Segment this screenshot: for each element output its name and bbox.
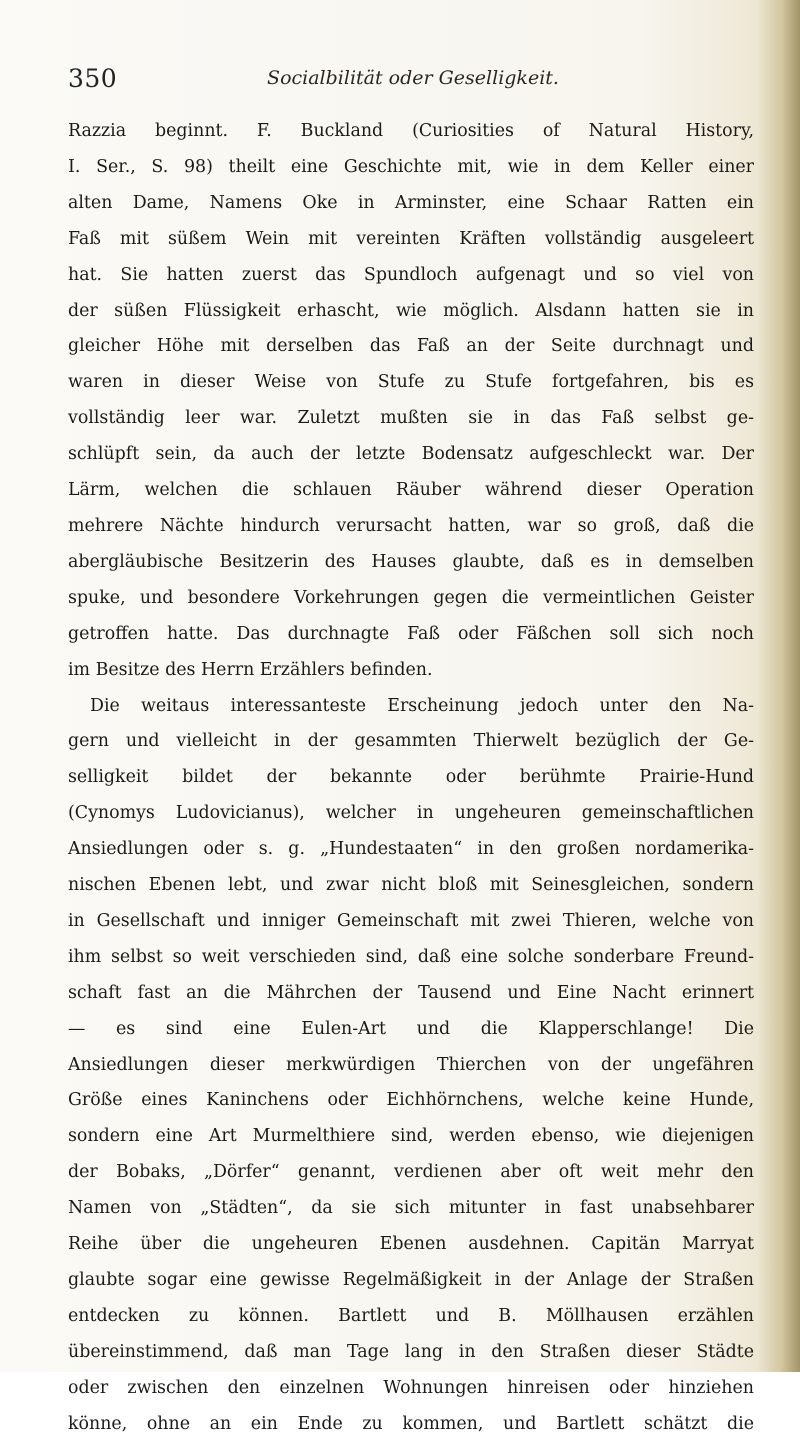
- text-line: Faß mit süßem Wein mit vereinten Kräften vollständig ausgeleert: [68, 228, 754, 249]
- text-line: Ansiedlungen dieser merkwürdigen Thierchen von der ungefähren: [68, 1054, 754, 1075]
- text-line: könne, ohne an ein Ende zu kommen, und Bartlett schätzt die: [68, 1413, 754, 1434]
- text-line: in Gesellschaft und inniger Gemeinschaft mit zwei Thieren, welche von: [68, 910, 754, 931]
- text-line: nischen Ebenen lebt, und zwar nicht bloß mit Seinesgleichen, sondern: [68, 875, 754, 896]
- text-line: spuke, und besondere Vorkehrungen gegen die vermeintlichen Geister: [68, 587, 754, 608]
- text-line: sondern eine Art Murmelthiere sind, werden ebenso, wie diejenigen: [68, 1126, 754, 1147]
- text-line: vollständig leer war. Zuletzt mußten sie in das Faß selbst ge-: [68, 408, 754, 429]
- text-line: gleicher Höhe mit derselben das Faß an der Seite durchnagt und: [68, 336, 754, 357]
- text-line: Razzia beginnt. F. Buckland (Curiosities of Natural History,: [68, 121, 754, 141]
- text-line: glaubte sogar eine gewisse Regelmäßigkeit in der Anlage der Straßen: [68, 1270, 754, 1290]
- text-line: im Besitze des Herrn Erzählers befinden.: [68, 659, 433, 680]
- text-line: der süßen Flüssigkeit erhascht, wie möglich. Alsdann hatten sie in: [68, 300, 754, 321]
- text-line: getroffen hatte. Das durchnagte Faß oder Fäßchen soll sich noch: [68, 623, 754, 644]
- text-line: hat. Sie hatten zuerst das Spundloch aufgenagt und so viel von: [68, 264, 754, 285]
- text-line: (Cynomys Ludovicianus), welcher in ungeheuren gemeinschaftlichen: [68, 803, 754, 824]
- running-title: Socialbilität oder Geselligkeit.: [267, 67, 559, 89]
- text-line: — es sind eine Eulen-Art und die Klapperschlange! Die: [68, 1018, 754, 1039]
- text-line: ihm selbst so weit verschieden sind, daß eine solche sonderbare Freund-: [68, 946, 754, 967]
- text-line: I. Ser., S. 98) theilt eine Geschichte mit, wie in dem Keller einer: [68, 156, 754, 177]
- text-line: selligkeit bildet der bekannte oder berühmte Prairie-Hund: [68, 767, 754, 788]
- text-line: abergläubische Besitzerin des Hauses glaubte, daß es in demselben: [68, 551, 754, 572]
- text-line: oder zwischen den einzelnen Wohnungen hinreisen oder hinziehen: [68, 1377, 754, 1398]
- text-line: entdecken zu können. Bartlett und B. Möllhausen erzählen: [68, 1305, 754, 1326]
- text-line: schaft fast an die Mährchen der Tausend und Eine Nacht erinnert: [68, 982, 754, 1003]
- text-line: Ansiedlungen oder s. g. „Hundestaaten“ in den großen nordamerika-: [68, 839, 754, 860]
- text-line: waren in dieser Weise von Stufe zu Stufe fortgefahren, bis es: [68, 372, 754, 393]
- text-line: mehrere Nächte hindurch verursacht hatten, war so groß, daß die: [68, 515, 754, 536]
- text-line: Größe eines Kaninchens oder Eichhörnchens, welche keine Hunde,: [68, 1090, 754, 1111]
- text-line: Namen von „Städten“, da sie sich mitunter in fast unabsehbarer: [68, 1198, 754, 1219]
- text-line: alten Dame, Namens Oke in Arminster, eine Schaar Ratten ein: [68, 192, 754, 213]
- text-line: Die weitaus interessanteste Erscheinung jedoch unter den Na-: [90, 695, 754, 716]
- page-number: 350: [68, 64, 118, 93]
- body-text: [68, 114, 754, 1443]
- text-line: der Bobaks, „Dörfer“ genannt, verdienen aber oft weit mehr den: [68, 1162, 754, 1183]
- text-line: übereinstimmend, daß man Tage lang in den Straßen dieser Städte: [68, 1341, 754, 1362]
- text-line: Reihe über die ungeheuren Ebenen ausdehnen. Capitän Marryat: [68, 1234, 754, 1255]
- text-line: schlüpft sein, da auch der letzte Bodensatz aufgeschleckt war. Der: [68, 444, 754, 465]
- paragraph: [68, 689, 754, 1443]
- paragraph: [68, 114, 754, 689]
- text-line: Lärm, welchen die schlauen Räuber während dieser Operation: [68, 480, 754, 501]
- page-header: [68, 64, 758, 100]
- page-edge-shadow: [758, 0, 800, 1372]
- text-line: gern und vielleicht in der gesammten Thierwelt bezüglich der Ge-: [68, 731, 754, 752]
